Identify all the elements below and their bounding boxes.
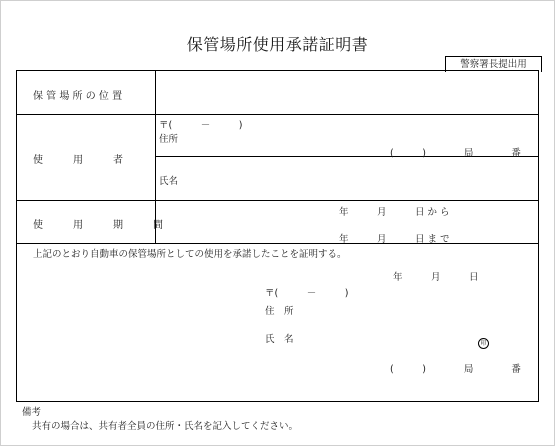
user-name-label: 氏名 bbox=[159, 176, 179, 187]
certifier-address-label: 住 所 bbox=[265, 306, 294, 317]
certificate-table bbox=[16, 70, 539, 402]
user-address-label: 住所 bbox=[159, 134, 179, 145]
seal-icon: 印 bbox=[478, 338, 489, 349]
period-label: 使 用 期 間 bbox=[33, 220, 163, 231]
document-title: 保管場所使用承諾証明書 bbox=[186, 35, 369, 54]
submission-badge: 警察署長提出用 bbox=[445, 56, 542, 72]
certification-date[interactable]: 年 月 日 bbox=[393, 272, 479, 283]
certification-statement: 上記のとおり自動車の保管場所としての使用を承諾したことを証明する。 bbox=[33, 249, 347, 260]
period-to[interactable]: 年 月 日 ま で bbox=[339, 234, 450, 245]
user-phone[interactable]: ( ) 局 番 bbox=[390, 148, 521, 159]
row-divider bbox=[17, 114, 538, 115]
notes-heading: 備考 bbox=[22, 407, 42, 418]
location-field[interactable] bbox=[157, 73, 535, 112]
certifier-phone[interactable]: ( ) 局 番 bbox=[390, 364, 521, 375]
row-divider bbox=[17, 243, 538, 244]
user-postal-code[interactable]: 〒( － ) bbox=[159, 120, 243, 131]
user-label: 使 用 者 bbox=[33, 155, 123, 166]
period-from[interactable]: 年 月 日 か ら bbox=[339, 207, 450, 218]
certifier-name-label: 氏 名 bbox=[265, 334, 294, 345]
certifier-postal-code[interactable]: 〒( － ) bbox=[265, 288, 349, 299]
row-divider bbox=[17, 200, 538, 201]
seal-mark bbox=[478, 330, 489, 349]
notes-text: 共有の場合は、共有者全員の住所・氏名を記入してください。 bbox=[32, 421, 299, 432]
location-label: 保 管 場 所 の 位 置 bbox=[33, 91, 123, 102]
